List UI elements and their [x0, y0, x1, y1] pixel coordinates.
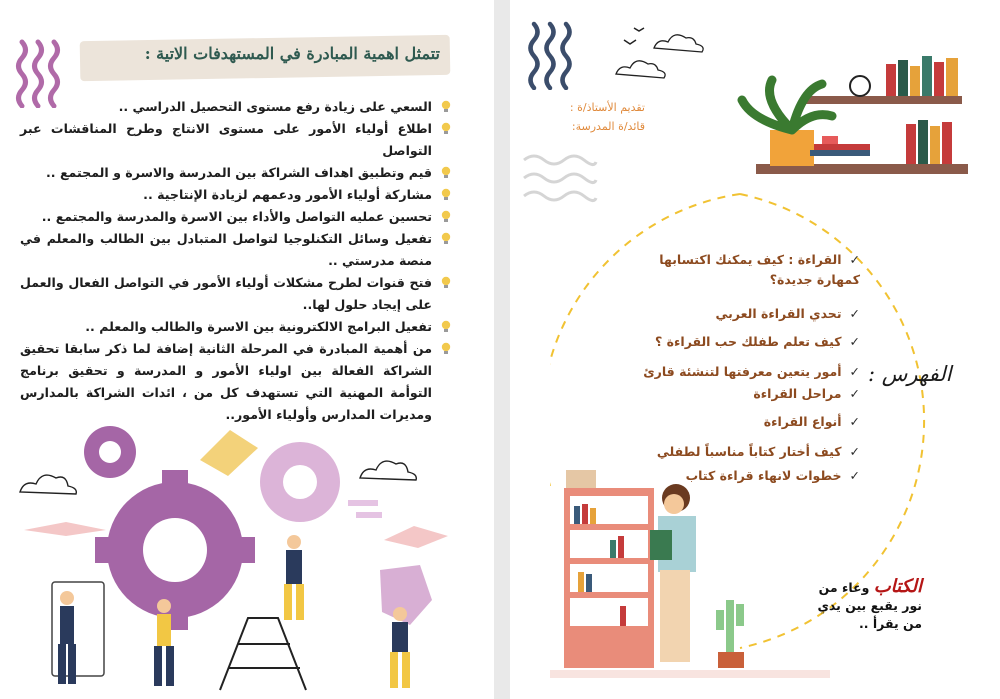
- list-item: تفعيل البرامج الالكترونية بين الاسرة والطالب والمعلم ..: [20, 316, 452, 338]
- toc-item[interactable]: ✓القراءة : كيف يمكنك اكتسابها كمهارة جديدة؟: [659, 252, 860, 287]
- bookshelf-illustration: [726, 40, 986, 180]
- teamwork-illustration: [0, 400, 494, 699]
- left-page: [0, 0, 494, 699]
- cloud-icon: [654, 35, 703, 52]
- check-icon: ✓: [849, 334, 860, 349]
- right-page: [510, 0, 1000, 699]
- cloud-icon: [20, 475, 76, 494]
- lightbulb-icon: [440, 320, 452, 334]
- toc-title: الفهرس :: [868, 362, 952, 386]
- credits: [570, 98, 645, 136]
- bullet-list: [20, 96, 452, 426]
- toc-item[interactable]: ✓أمور يتعين معرفتها لتنشئة قارئ: [643, 364, 860, 379]
- reading-illustration: [550, 470, 830, 685]
- check-icon: ✓: [849, 386, 860, 401]
- list-item: فتح قنوات لطرح مشكلات أولياء الأمور في التواصل الفعال والعمل على إيجاد حلول لها..: [20, 272, 452, 316]
- lightbulb-icon: [440, 188, 452, 202]
- lightbulb-icon: [440, 342, 452, 356]
- bird-icon: [634, 28, 644, 31]
- list-item: قيم وتطبيق اهداف الشراكة بين المدرسة والاسرة و المجتمع ..: [20, 162, 452, 184]
- lightbulb-icon: [440, 122, 452, 136]
- lightbulb-icon: [440, 210, 452, 224]
- quote: الكتاب وعاء من نور يقبع بين يدي من يقرأ ..: [817, 576, 922, 631]
- credit-teacher: تقديم الأستاذ/ة :: [569, 101, 645, 114]
- check-icon: ✓: [849, 468, 860, 483]
- toc-item[interactable]: ✓كيف تعلم طفلك حب القراءة ؟: [655, 334, 860, 349]
- credit-principal: قائد/ة المدرسة:: [571, 120, 645, 133]
- check-icon: ✓: [849, 414, 860, 429]
- list-item: من أهمية المبادرة في المرحلة الثانية إضافة لما ذكر سابقا تحقيق الشراكة الفعالة بين اولياء الأمور و المدرسة و تحقيق برنامج التوأمة المهنية التي تستهدف كل من ، ائدات الشراكة بالمدارس ومديرات المدارس وأولياء الأمور..: [20, 338, 452, 426]
- lightbulb-icon: [440, 232, 452, 246]
- list-item: مشاركة أولياء الأمور ودعمهم لزيادة الإنتاجية ..: [20, 184, 452, 206]
- list-item: اطلاع أولياء الأمور على مستوى الانتاج وطرح المناقشات عبر التواصل: [20, 118, 452, 162]
- quote-highlight: الكتاب: [873, 576, 922, 597]
- page-title: تتمثل اهمية المبادرة في المستهدفات الاتية :: [144, 44, 440, 63]
- toc-item[interactable]: ✓تحدي القراءة العربي: [715, 306, 860, 321]
- list-item: تحسين عمليه التواصل والأداء بين الاسرة والمدرسة والمجتمع ..: [20, 206, 452, 228]
- lightbulb-icon: [440, 276, 452, 290]
- list-item: السعي على زيادة رفع مستوى التحصيل الدراسي ..: [20, 96, 452, 118]
- toc-item[interactable]: ✓أنواع القراءة: [763, 414, 860, 429]
- check-icon: ✓: [849, 364, 860, 379]
- toc-item[interactable]: ✓خطوات لانهاء قراءة كتاب: [685, 468, 860, 483]
- toc-item[interactable]: ✓كيف أختار كتاباً مناسباً لطفلي: [656, 444, 860, 459]
- toc-item[interactable]: ✓مراحل القراءة: [753, 386, 860, 401]
- cloud-icon: [616, 61, 665, 78]
- lightbulb-icon: [440, 166, 452, 180]
- check-icon: ✓: [849, 444, 860, 459]
- squiggle-icon: [524, 20, 584, 90]
- check-icon: ✓: [849, 306, 860, 321]
- cloud-icon: [360, 461, 416, 480]
- bird-icon: [624, 40, 636, 44]
- list-item: تفعيل وسائل التكنلوجيا لتواصل المتبادل بين الطالب والمعلم في منصة مدرستي ..: [20, 228, 452, 272]
- lightbulb-icon: [440, 100, 452, 114]
- check-icon: ✓: [849, 252, 860, 267]
- sky-decoration: [614, 20, 724, 80]
